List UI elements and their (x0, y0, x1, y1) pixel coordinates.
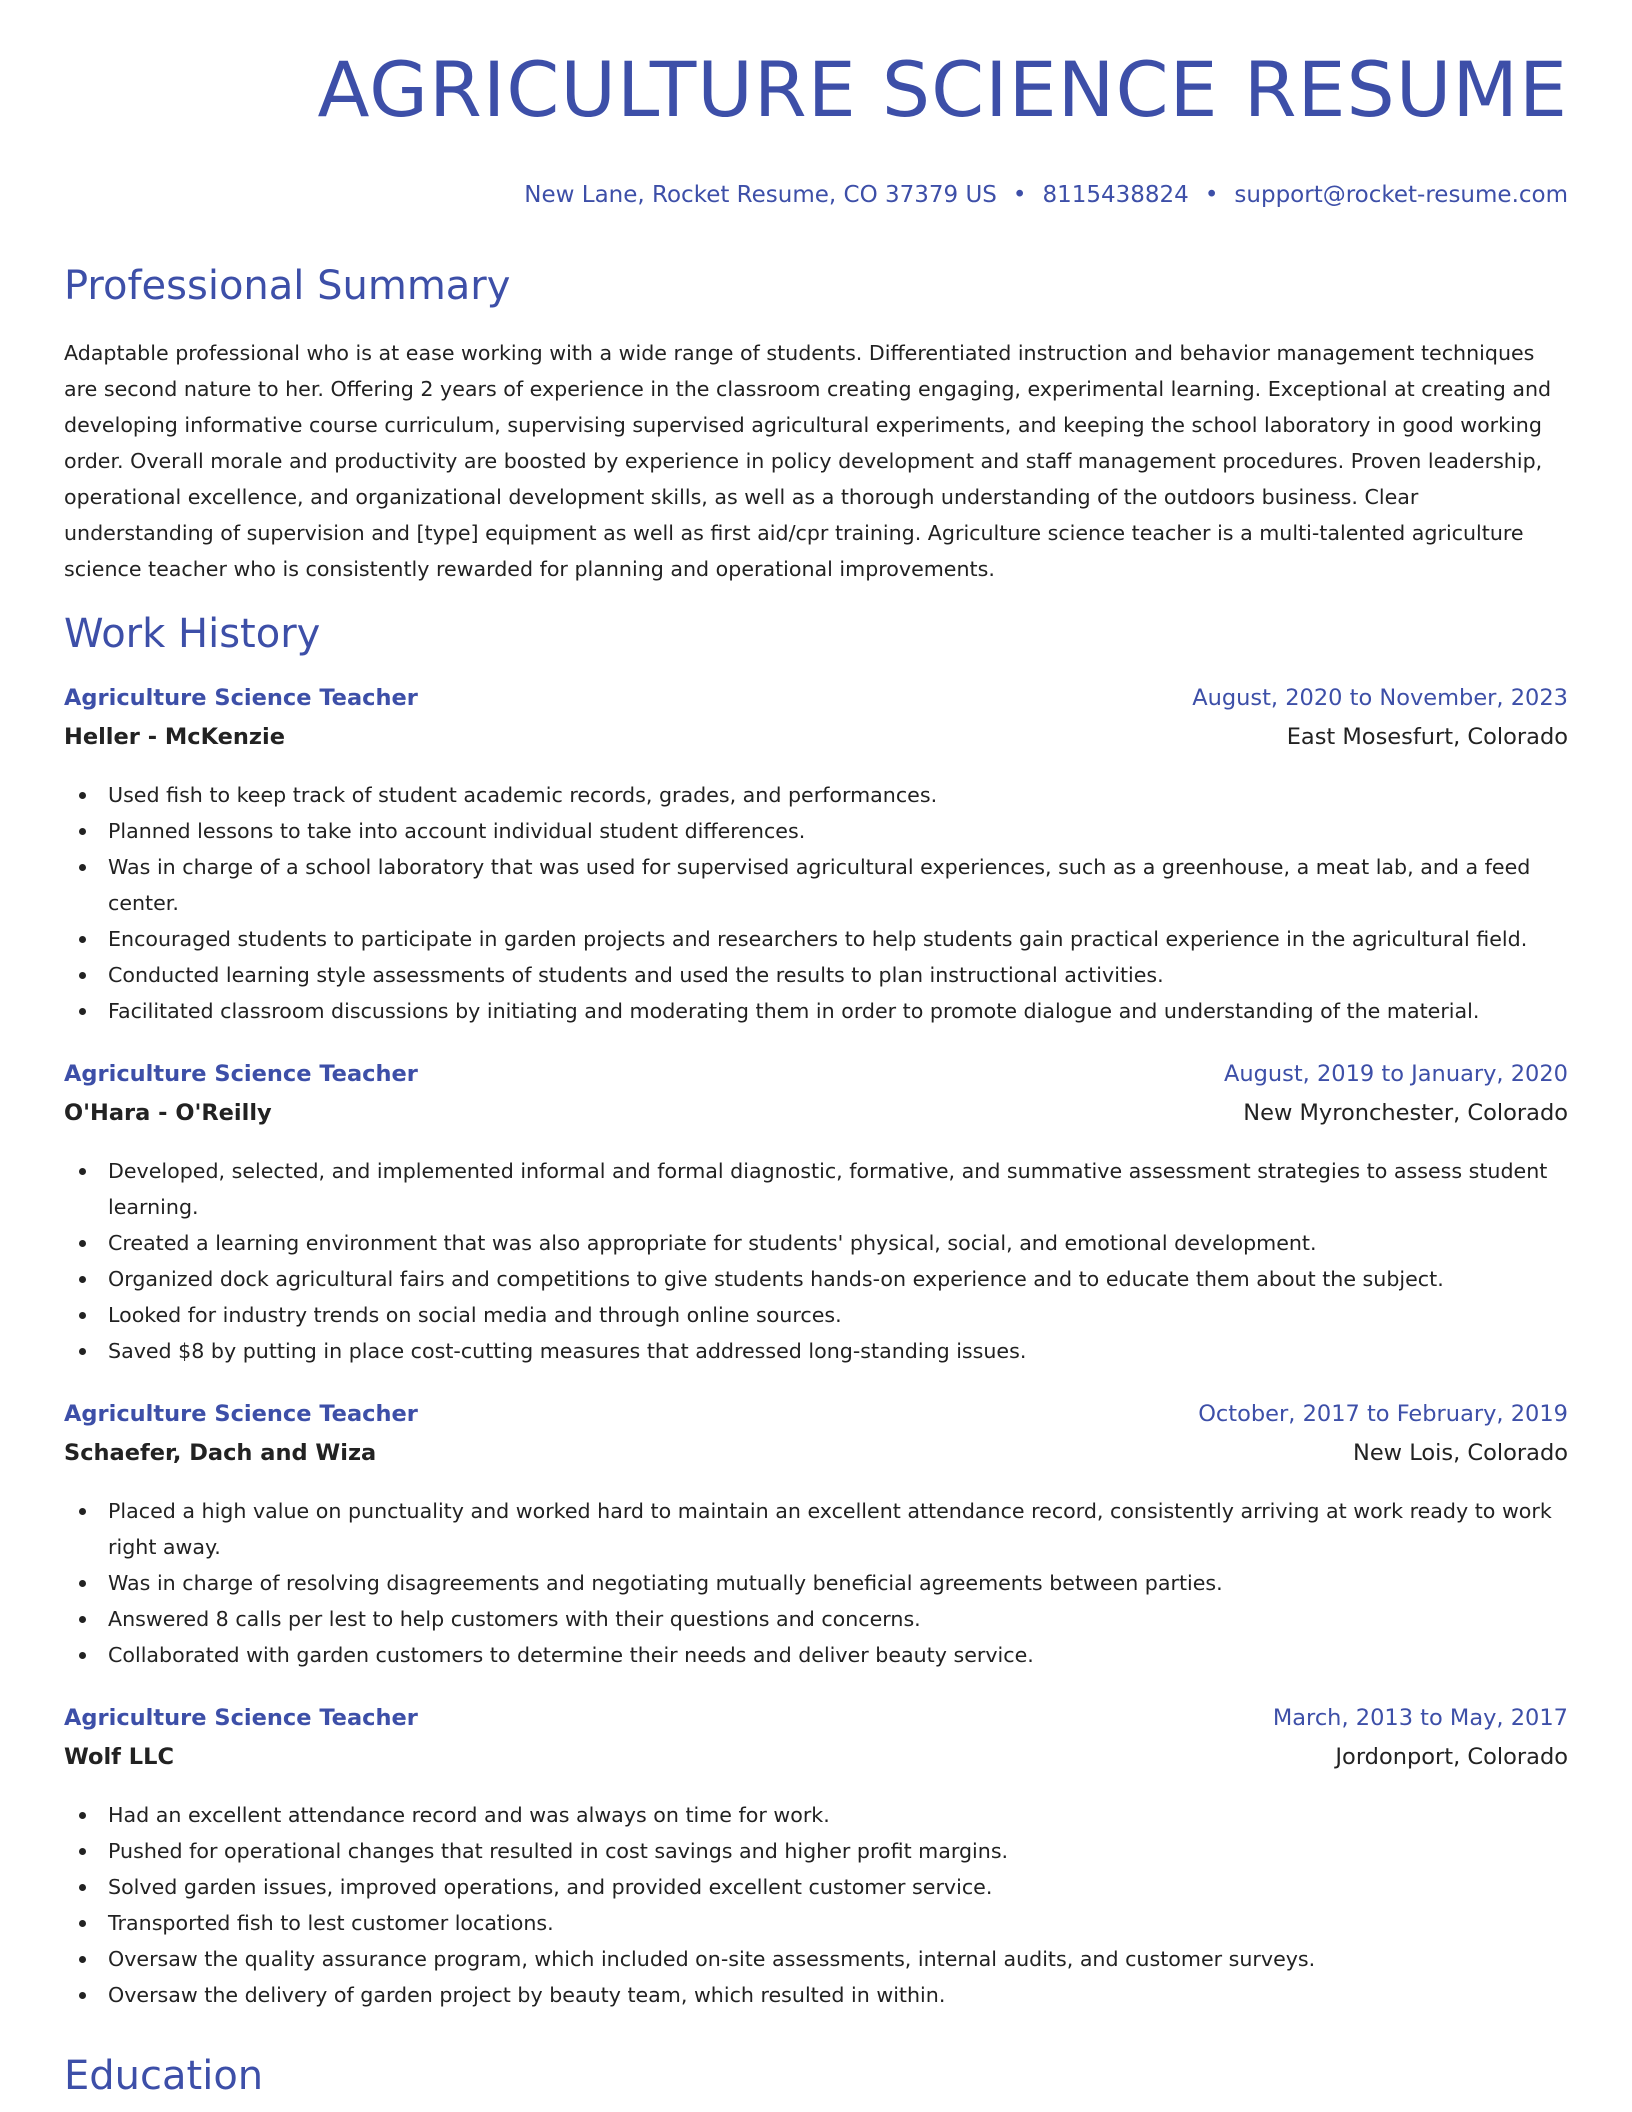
bullet-item: Was in charge of a school laboratory that was used for supervised agricultural experiences, such as a greenhouse, a meat lab, and a feed center. (64, 849, 1568, 921)
job-title: Agriculture Science Teacher (64, 685, 418, 711)
education-heading: Education (64, 2053, 264, 2099)
job-company: Wolf LLC (64, 1744, 174, 1770)
job-header-row (64, 685, 1568, 724)
bullet-item: Had an excellent attendance record and was always on time for work. (64, 1797, 1568, 1833)
job-entry (64, 1705, 1568, 2013)
job-entry (64, 1401, 1568, 1673)
job-bullets (64, 1493, 1568, 1673)
job-header-row (64, 1705, 1568, 1744)
bullet-item: Was in charge of resolving disagreements and negotiating mutually beneficial agreements between parties. (64, 1565, 1568, 1601)
job-entry (64, 1061, 1568, 1369)
bullet-item: Solved garden issues, improved operations, and provided excellent customer service. (64, 1869, 1568, 1905)
job-location: Jordonport, Colorado (1335, 1744, 1568, 1770)
bullet-item: Looked for industry trends on social media and through online sources. (64, 1297, 1568, 1333)
bullet-item: Oversaw the quality assurance program, which included on-site assessments, internal audits, and customer surveys. (64, 1941, 1568, 1977)
bullet-item: Collaborated with garden customers to determine their needs and deliver beauty service. (64, 1637, 1568, 1673)
job-company-row (64, 1440, 1568, 1479)
bullet-item: Pushed for operational changes that resulted in cost savings and higher profit margins. (64, 1833, 1568, 1869)
bullet-item: Answered 8 calls per lest to help customers with their questions and concerns. (64, 1601, 1568, 1637)
bullet-item: Transported fish to lest customer locations. (64, 1905, 1568, 1941)
bullet-item: Oversaw the delivery of garden project by beauty team, which resulted in within. (64, 1977, 1568, 2013)
job-dates: October, 2017 to February, 2019 (1198, 1401, 1568, 1427)
bullet-item: Created a learning environment that was also appropriate for students' physical, social, and emotional development. (64, 1225, 1568, 1261)
job-title: Agriculture Science Teacher (64, 1705, 418, 1731)
contact-separator: • (1012, 182, 1027, 208)
job-header-row (64, 1401, 1568, 1440)
job-company-row (64, 1744, 1568, 1783)
summary-text: Adaptable professional who is at ease working with a wide range of students. Differentiated instruction and behavior management techniques are second nature to her. Offering 2 years of experience in the classroom creating engaging, experimental learning. Exceptional at creating and developing informative course curriculum, supervising supervised agricultural experiments, and keeping the school laboratory in good working order. Overall morale and productivity are boosted by experience in policy development and staff management procedures. Proven leadership, operational excellence, and organizational development skills, as well as a thorough understanding of the outdoors business. Clear understanding of supervision and [type] equipment as well as first aid/cpr training. Agriculture science teacher is a multi-talented agriculture science teacher who is consistently rewarded for planning and operational improvements. (64, 341, 1552, 581)
job-company: Heller - McKenzie (64, 724, 285, 750)
job-company: Schaefer, Dach and Wiza (64, 1440, 377, 1466)
work-history-heading: Work History (64, 611, 321, 657)
job-title: Agriculture Science Teacher (64, 1401, 418, 1427)
job-company-row (64, 1100, 1568, 1139)
bullet-item: Conducted learning style assessments of students and used the results to plan instructional activities. (64, 957, 1568, 993)
bullet-item: Developed, selected, and implemented informal and formal diagnostic, formative, and summative assessment strategies to assess student learning. (64, 1153, 1568, 1225)
resume-title: AGRICULTURE SCIENCE RESUME (317, 45, 1568, 134)
job-bullets (64, 777, 1568, 1029)
job-header-row (64, 1061, 1568, 1100)
job-dates: March, 2013 to May, 2017 (1272, 1705, 1568, 1731)
job-title: Agriculture Science Teacher (64, 1061, 418, 1087)
bullet-item: Facilitated classroom discussions by initiating and moderating them in order to promote dialogue and understanding of the material. (64, 993, 1568, 1029)
job-location: New Myronchester, Colorado (1243, 1100, 1568, 1126)
contact-phone: 8115438824 (1042, 182, 1189, 208)
contact-line (524, 182, 1568, 208)
contact-separator: • (1204, 182, 1219, 208)
bullet-item: Planned lessons to take into account individual student differences. (64, 813, 1568, 849)
job-entry (64, 685, 1568, 1029)
contact-address: New Lane, Rocket Resume, CO 37379 US (524, 182, 997, 208)
job-company-row (64, 724, 1568, 763)
job-bullets (64, 1797, 1568, 2013)
bullet-item: Used fish to keep track of student academic records, grades, and performances. (64, 777, 1568, 813)
contact-email: support@rocket-resume.com (1234, 182, 1568, 208)
summary-heading: Professional Summary (64, 263, 511, 309)
bullet-item: Organized dock agricultural fairs and competitions to give students hands-on experience and to educate them about the subject. (64, 1261, 1568, 1297)
job-dates: August, 2019 to January, 2020 (1223, 1061, 1568, 1087)
bullet-item: Saved $8 by putting in place cost-cutting measures that addressed long-standing issues. (64, 1333, 1568, 1369)
job-location: East Mosesfurt, Colorado (1286, 724, 1568, 750)
job-company: O'Hara - O'Reilly (64, 1100, 272, 1126)
bullet-item: Placed a high value on punctuality and worked hard to maintain an excellent attendance record, consistently arriving at work ready to work right away. (64, 1493, 1568, 1565)
job-dates: August, 2020 to November, 2023 (1192, 685, 1568, 711)
job-location: New Lois, Colorado (1353, 1440, 1568, 1466)
bullet-item: Encouraged students to participate in garden projects and researchers to help students gain practical experience in the agricultural field. (64, 921, 1568, 957)
job-bullets (64, 1153, 1568, 1369)
